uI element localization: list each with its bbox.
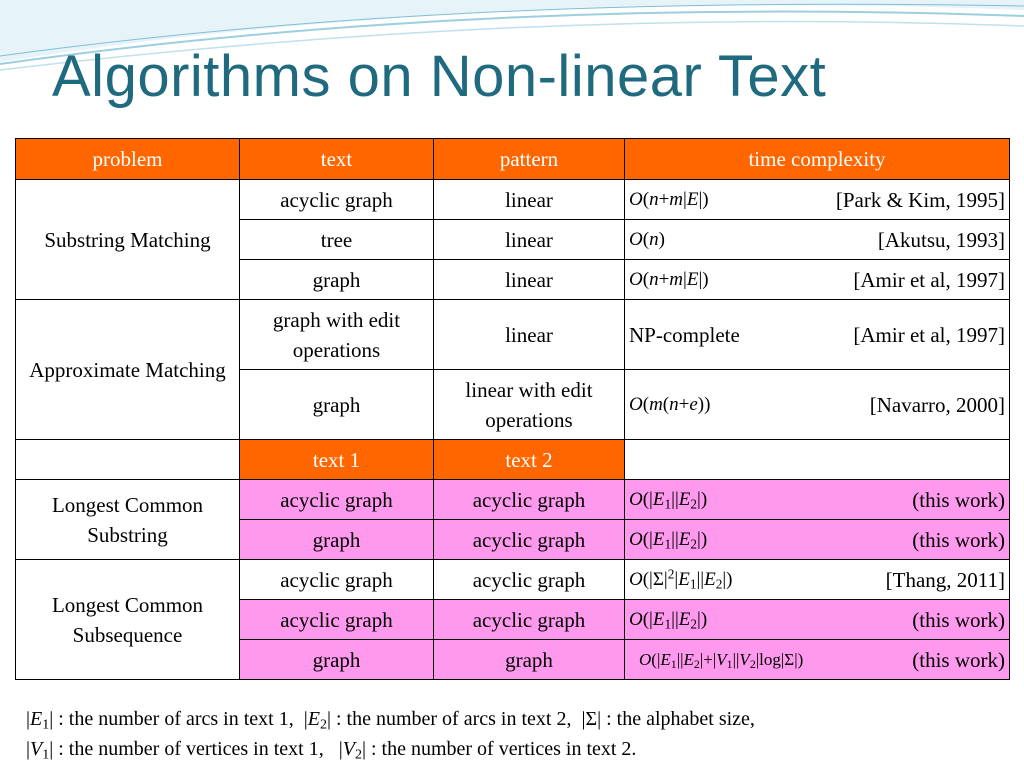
footnote-line-2: $|V_1|$ : the number of vertices in text 1, $|V_2|$ : the number of vertices in text 2.	[26, 738, 637, 763]
cell-pattern: acyclic graph	[434, 560, 625, 600]
cell-complexity	[625, 480, 1010, 520]
cell-pattern: linear	[434, 260, 625, 300]
table-subheader-row	[16, 440, 1010, 480]
cell-text: graph	[240, 370, 434, 440]
cell-complexity	[625, 370, 1010, 440]
cell-complexity	[625, 600, 1010, 640]
citation: [Akutsu, 1993]	[877, 227, 1005, 252]
citation: [Amir et al, 1997]	[853, 267, 1005, 292]
cell-text: acyclic graph	[240, 560, 434, 600]
subheader-text-2: text 2	[434, 440, 625, 480]
cell-pattern: linear	[434, 220, 625, 260]
cell-pattern: acyclic graph	[434, 520, 625, 560]
complexity-np-complete: NP-complete	[629, 322, 740, 347]
complexity-formula: O(n)	[629, 228, 665, 250]
cell-pattern: linear	[434, 300, 625, 370]
footnote-line-1: $|E_1|$ : the number of arcs in text 1, $|E_2|$ : the number of arcs in text 2, |Σ| : the alphabet size,	[26, 708, 755, 733]
header-time-complexity: time complexity	[625, 139, 1010, 180]
footnote	[26, 704, 755, 764]
cell-text: acyclic graph	[240, 180, 434, 220]
cell-pattern: acyclic graph	[434, 600, 625, 640]
cell-complexity	[625, 560, 1010, 600]
citation: (this work)	[912, 487, 1005, 512]
cell-complexity	[625, 520, 1010, 560]
citation: [Amir et al, 1997]	[853, 322, 1005, 347]
complexity-formula: O(n+m|E|)	[629, 268, 709, 290]
cell-pattern: acyclic graph	[434, 480, 625, 520]
table-row	[16, 560, 1010, 600]
cell-complexity	[625, 260, 1010, 300]
citation: [Park & Kim, 1995]	[835, 187, 1005, 212]
group-longest-common-subsequence: Longest Common Subsequence	[16, 560, 240, 680]
header-text: text	[240, 139, 434, 180]
algorithms-table	[15, 138, 1010, 680]
cell-text: graph	[240, 640, 434, 680]
cell-complexity	[625, 300, 1010, 370]
header-pattern: pattern	[434, 139, 625, 180]
citation: (this work)	[912, 527, 1005, 552]
cell-pattern: linear	[434, 180, 625, 220]
header-problem: problem	[16, 139, 240, 180]
citation: (this work)	[912, 647, 1005, 672]
cell-text: graph	[240, 260, 434, 300]
complexity-formula: $O(|E_1||E_2|+|V_1||V_2|\log|\Sigma|)$	[639, 649, 804, 671]
group-longest-common-substring: Longest Common Substring	[16, 480, 240, 560]
complexity-formula: $O(|E_1||E_2|)$	[629, 528, 708, 551]
cell-pattern: graph	[434, 640, 625, 680]
cell-complexity	[625, 180, 1010, 220]
table-row	[16, 300, 1010, 370]
cell-complexity	[625, 640, 1010, 680]
citation: [Navarro, 2000]	[869, 392, 1005, 417]
page-title: Algorithms on Non-linear Text	[52, 44, 827, 109]
cell-text: acyclic graph	[240, 480, 434, 520]
cell-text: graph with edit operations	[240, 300, 434, 370]
cell-text: tree	[240, 220, 434, 260]
empty-cell	[625, 440, 1010, 480]
cell-text: acyclic graph	[240, 600, 434, 640]
complexity-formula: $O(|\Sigma|^2|E_1||E_2|)$	[629, 565, 733, 591]
citation: [Thang, 2011]	[885, 567, 1005, 592]
complexity-formula: $O(|E_1||E_2|)$	[629, 488, 708, 511]
group-substring-matching: Substring Matching	[16, 180, 240, 300]
complexity-formula: O(n+m|E|)	[629, 188, 709, 210]
citation: (this work)	[912, 607, 1005, 632]
subheader-text-1: text 1	[240, 440, 434, 480]
complexity-formula: $O(|E_1||E_2|)$	[629, 608, 708, 631]
table-header-row	[16, 139, 1010, 180]
cell-text: graph	[240, 520, 434, 560]
empty-cell	[16, 440, 240, 480]
group-approximate-matching: Approximate Matching	[16, 300, 240, 440]
table-row	[16, 480, 1010, 520]
cell-complexity	[625, 220, 1010, 260]
complexity-formula: O(m(n+e))	[629, 393, 711, 415]
cell-pattern: linear with edit operations	[434, 370, 625, 440]
table-row	[16, 180, 1010, 220]
